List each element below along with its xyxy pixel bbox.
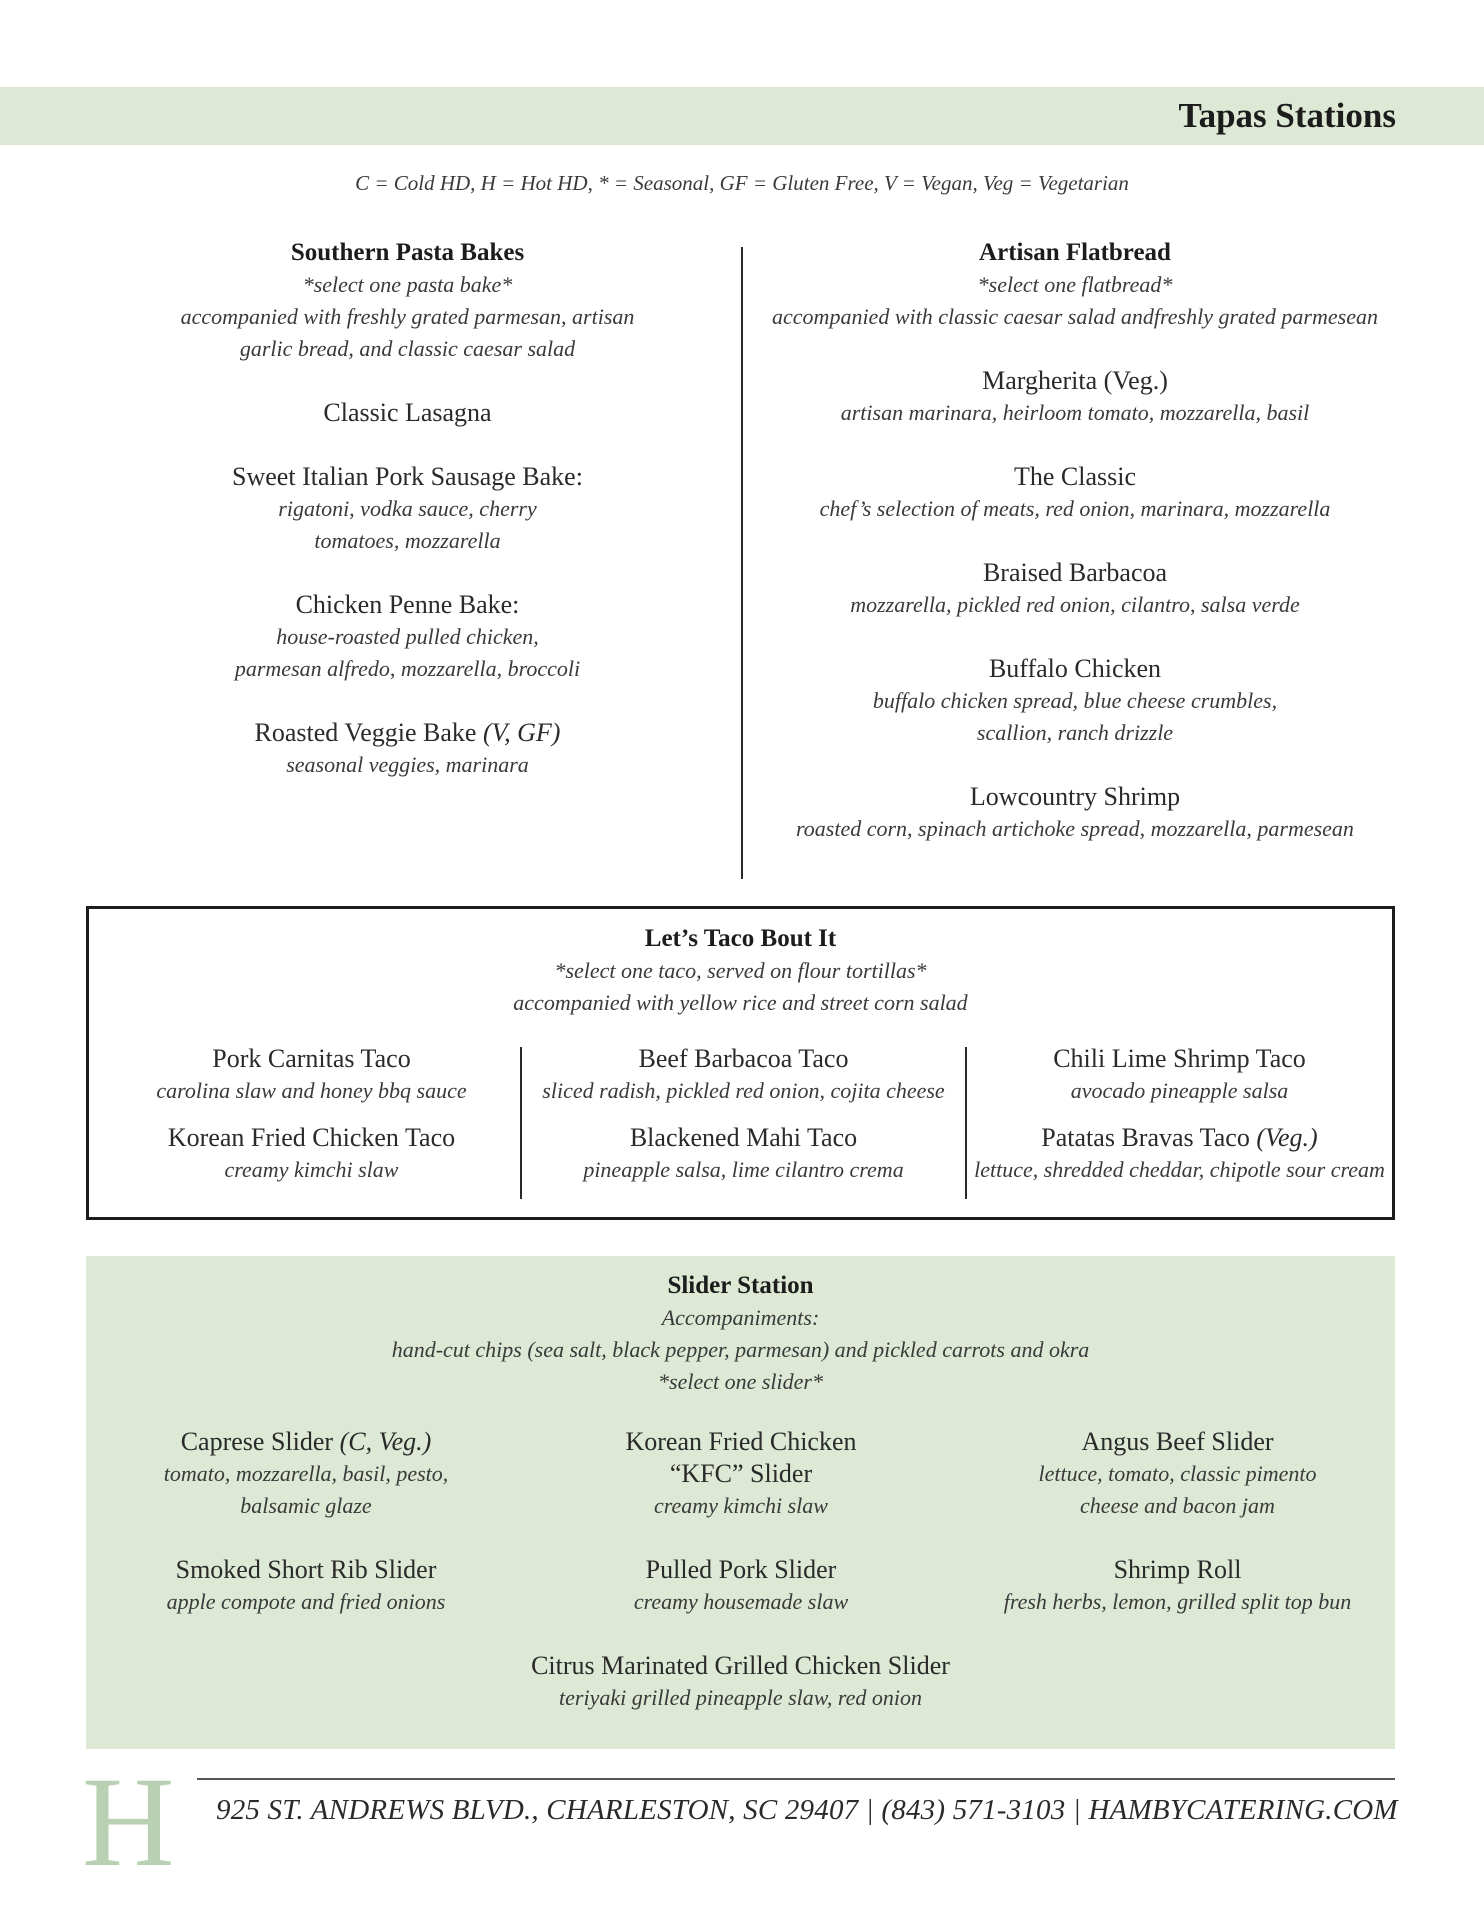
flatbread-item-name: Margherita (Veg.) <box>982 366 1168 395</box>
taco-item-name: Pork Carnitas Taco <box>212 1044 411 1073</box>
slider-item-desc: balsamic glaze <box>240 1493 372 1518</box>
pasta-item-name: Sweet Italian Pork Sausage Bake: <box>232 462 583 491</box>
slider-item <box>960 1426 1395 1522</box>
taco-column-2 <box>521 1043 966 1201</box>
taco-item-name-text: Patatas Bravas Taco <box>1041 1123 1257 1152</box>
slider-item-desc: creamy housemade slaw <box>633 1589 849 1614</box>
flatbread-item-name: Braised Barbacoa <box>982 558 1168 587</box>
slider-column-2 <box>531 1426 951 1650</box>
slider-column-3 <box>960 1426 1395 1650</box>
flatbread-item-name: The Classic <box>1013 462 1137 491</box>
taco-select-note: *select one taco, served on flour tortillas* <box>554 958 927 983</box>
flatbread-item-desc: mozzarella, pickled red onion, cilantro, salsa verde <box>850 592 1300 617</box>
taco-item <box>967 1122 1392 1186</box>
pasta-item-desc: rigatoni, vodka sauce, cherry <box>278 496 537 521</box>
slider-item-name: “KFC” Slider <box>669 1459 813 1488</box>
slider-item-desc: fresh herbs, lemon, grilled split top bun <box>1003 1589 1352 1614</box>
slider-item-name: Angus Beef Slider <box>1081 1427 1274 1456</box>
taco-title: Let’s Taco Bout It <box>644 925 837 952</box>
slider-item-desc: cheese and bacon jam <box>1080 1493 1275 1518</box>
taco-item <box>967 1043 1392 1107</box>
diet-tag: (V, GF) <box>482 718 561 747</box>
pasta-item-name <box>130 717 685 749</box>
slider-section <box>86 1256 1395 1749</box>
pasta-title: Southern Pasta Bakes <box>290 239 525 266</box>
slider-item <box>96 1426 516 1522</box>
footer-divider <box>197 1778 1395 1780</box>
slider-item-name-text: Caprese Slider <box>180 1427 340 1456</box>
pasta-item-name-text: Roasted Veggie Bake <box>254 718 483 747</box>
taco-item-desc: lettuce, shredded cheddar, chipotle sour cream <box>974 1157 1385 1182</box>
diet-tag: (Veg.) <box>1256 1123 1318 1152</box>
pasta-accompany-line-1: accompanied with freshly grated parmesan, artisan <box>180 304 635 329</box>
slider-item-desc: creamy kimchi slaw <box>654 1493 828 1518</box>
slider-item-name <box>96 1426 516 1458</box>
pasta-item-name: Classic Lasagna <box>323 398 492 427</box>
taco-item <box>521 1122 966 1186</box>
pasta-item-desc: parmesan alfredo, mozzarella, broccoli <box>234 656 581 681</box>
pasta-select-note: *select one pasta bake* <box>302 272 513 297</box>
taco-item-desc: sliced radish, pickled red onion, cojita cheese <box>542 1078 945 1103</box>
slider-item-name: Shrimp Roll <box>1113 1555 1242 1584</box>
taco-item-desc: creamy kimchi slaw <box>224 1157 399 1182</box>
slider-item-name: Smoked Short Rib Slider <box>175 1555 437 1584</box>
slider-title: Slider Station <box>667 1272 814 1299</box>
flatbread-title: Artisan Flatbread <box>979 239 1171 266</box>
slider-select-note: *select one slider* <box>658 1369 823 1394</box>
pasta-accompany-line-2: garlic bread, and classic caesar salad <box>239 336 576 361</box>
page-title: Tapas Stations <box>1178 96 1396 135</box>
slider-item <box>96 1554 516 1618</box>
taco-column-3 <box>967 1043 1392 1201</box>
flatbread-item-name: Buffalo Chicken <box>988 654 1162 683</box>
flatbread-section <box>755 237 1395 845</box>
taco-item-desc: avocado pineapple salsa <box>1070 1078 1289 1103</box>
slider-item <box>531 1554 951 1618</box>
slider-item-desc: apple compote and fried onions <box>166 1589 446 1614</box>
legend: C = Cold HD, H = Hot HD, * = Seasonal, GF = Gluten Free, V = Vegan, Veg = Vegetarian <box>355 171 1129 195</box>
pasta-item-desc: house-roasted pulled chicken, <box>276 624 539 649</box>
taco-item-name: Korean Fried Chicken Taco <box>167 1123 456 1152</box>
slider-item-desc: tomato, mozzarella, basil, pesto, <box>163 1461 449 1486</box>
logo-letter: H <box>82 1751 175 1893</box>
pasta-item-desc: tomatoes, mozzarella <box>314 528 501 553</box>
column-divider <box>741 247 743 879</box>
slider-accompaniments: hand-cut chips (sea salt, black pepper, parmesan) and pickled carrots and okra <box>391 1337 1090 1362</box>
taco-item <box>89 1043 534 1107</box>
flatbread-item-desc: roasted corn, spinach artichoke spread, mozzarella, parmesean <box>796 816 1354 841</box>
flatbread-select-note: *select one flatbread* <box>977 272 1173 297</box>
pasta-item-name: Chicken Penne Bake: <box>295 590 520 619</box>
flatbread-item-desc: chef’s selection of meats, red onion, marinara, mozzarella <box>819 496 1331 521</box>
slider-item <box>86 1650 1395 1714</box>
slider-item <box>960 1554 1395 1618</box>
taco-item-name: Blackened Mahi Taco <box>629 1123 858 1152</box>
taco-column-1 <box>89 1043 534 1201</box>
taco-item <box>521 1043 966 1107</box>
slider-item-name: Citrus Marinated Grilled Chicken Slider <box>531 1651 950 1680</box>
diet-tag: (C, Veg.) <box>339 1427 432 1456</box>
taco-item-name: Chili Lime Shrimp Taco <box>1053 1044 1306 1073</box>
slider-item-name: Pulled Pork Slider <box>645 1555 837 1584</box>
taco-accompany: accompanied with yellow rice and street corn salad <box>513 990 968 1015</box>
flatbread-item-name: Lowcountry Shrimp <box>969 782 1181 811</box>
taco-item-name: Beef Barbacoa Taco <box>638 1044 849 1073</box>
pasta-item-desc: seasonal veggies, marinara <box>286 752 529 777</box>
taco-item-desc: pineapple salsa, lime cilantro crema <box>583 1157 904 1182</box>
slider-item-desc: teriyaki grilled pineapple slaw, red onion <box>559 1685 922 1710</box>
slider-accompaniments-label: Accompaniments: <box>661 1305 820 1330</box>
taco-item-desc: carolina slaw and honey bbq sauce <box>156 1078 467 1103</box>
footer-contact: 925 ST. ANDREWS BLVD., CHARLESTON, SC 29407 | (843) 571-3103 | HAMBYCATERING.COM <box>216 1794 1398 1826</box>
flatbread-item-desc: buffalo chicken spread, blue cheese crumbles, <box>872 688 1278 713</box>
pasta-section <box>130 237 685 781</box>
flatbread-item-desc: scallion, ranch drizzle <box>976 720 1174 745</box>
taco-item-name <box>967 1122 1392 1154</box>
slider-item <box>531 1426 951 1522</box>
slider-column-1 <box>96 1426 516 1650</box>
taco-item <box>89 1122 534 1186</box>
taco-section <box>86 906 1395 1220</box>
flatbread-accompany: accompanied with classic caesar salad andfreshly grated parmesean <box>772 304 1378 329</box>
slider-item-desc: lettuce, tomato, classic pimento <box>1038 1461 1317 1486</box>
flatbread-item-desc: artisan marinara, heirloom tomato, mozzarella, basil <box>840 400 1310 425</box>
slider-item-name: Korean Fried Chicken <box>625 1427 857 1456</box>
